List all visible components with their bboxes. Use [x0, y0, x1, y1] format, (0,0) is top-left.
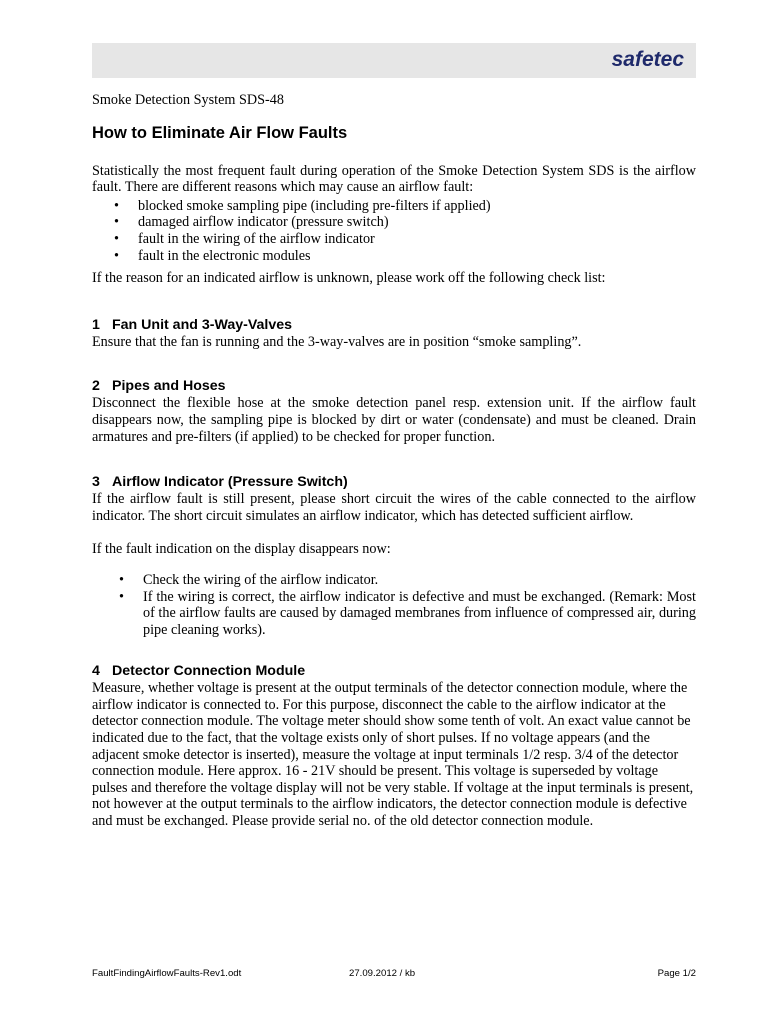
- document-subtitle: Smoke Detection System SDS-48: [92, 92, 284, 108]
- section-heading-fan-unit: 1 Fan Unit and 3-Way-Valves: [92, 316, 293, 333]
- list-item: • fault in the electronic modules: [114, 247, 311, 264]
- section-text-fan-unit: Ensure that the fan is running and the 3-way-valves are in position “smoke sampling”.: [92, 333, 582, 350]
- intro-paragraph: Statistically the most frequent fault during operation of the Smoke Detection System SDS is the airflow fault. There are different reasons which may cause an airflow fault:: [92, 162, 696, 196]
- section-text-airflow-indicator: If the airflow fault is still present, please short circuit the wires of the cable connected to the airflow indicator. The short circuit simulates an airflow indicator, which has detected sufficient airflow.: [92, 491, 696, 524]
- footer-date: 27.09.2012 / kb: [349, 968, 416, 979]
- footer-page-number: Page 1/2: [657, 968, 696, 979]
- brand-logo: safetec: [611, 48, 684, 71]
- reasons-list: [92, 198, 696, 264]
- section-heading-detector-module: 4 Detector Connection Module: [92, 663, 306, 680]
- bullet-icon: •: [114, 197, 119, 214]
- document-body: [92, 92, 696, 830]
- section-text-fault-indication: If the fault indication on the display disappears now:: [92, 541, 391, 558]
- section-text-detector-module: Measure, whether voltage is present at the output terminals of the detector connection module, where the airflow indicator is connected to. For this purpose, disconnect the cable to the airflow indicator at the detector connection module. The voltage meter should show some tenth of volt. An exact value cannot be indicated due to the fact, that the voltage exists only of short pulses. If no voltage appears (and the adjacent smoke detector is inserted), measure the voltage at input terminals 1/2 resp. 3/4 of the detector connection module. Here approx. 16 - 21V should be present. This voltage is superseded by voltage pulses and therefore the voltage display will not be very stable. If voltage at the input terminals is present, not however at the output terminals to the airflow indicators, the detector connection module is defective and must be exchanged. Please provide serial no. of the old detector connection module.: [92, 680, 694, 830]
- section-text-pipes: Disconnect the flexible hose at the smoke detection panel resp. extension unit. If the airflow fault disappears now, the sampling pipe is blocked by dirt or water (condensate) and must be cleaned. Drain armatures and pre-filters (if applied) to be checked for proper function.: [92, 395, 696, 445]
- bullet-icon: •: [114, 247, 119, 264]
- bullet-icon: •: [114, 230, 119, 247]
- bullet-icon: •: [119, 571, 124, 588]
- footer-filename: FaultFindingAirflowFaults-Rev1.odt: [92, 968, 242, 979]
- section-heading-airflow-indicator: 3 Airflow Indicator (Pressure Switch): [92, 474, 348, 491]
- bullet-icon: •: [114, 214, 119, 231]
- checklist-intro: If the reason for an indicated airflow is unknown, please work off the following check list:: [92, 270, 606, 287]
- page-title: How to Eliminate Air Flow Faults: [92, 123, 348, 142]
- header-bar: [92, 43, 696, 78]
- list-item: • If the wiring is correct, the airflow indicator is defective and must be exchanged. (Remark: Most of the airflow faults are caused by damaged membranes from influence of compressed air, during pipe cleaning works).: [119, 588, 696, 638]
- list-item: • fault in the wiring of the airflow indicator: [114, 230, 375, 247]
- bullet-icon: •: [119, 588, 124, 605]
- section-heading-pipes: 2 Pipes and Hoses: [92, 378, 226, 395]
- list-item: • damaged airflow indicator (pressure switch): [114, 214, 389, 231]
- airflow-check-list: [92, 572, 696, 638]
- list-item: • blocked smoke sampling pipe (including pre-filters if applied): [114, 197, 491, 214]
- list-item: • Check the wiring of the airflow indicator.: [119, 571, 379, 588]
